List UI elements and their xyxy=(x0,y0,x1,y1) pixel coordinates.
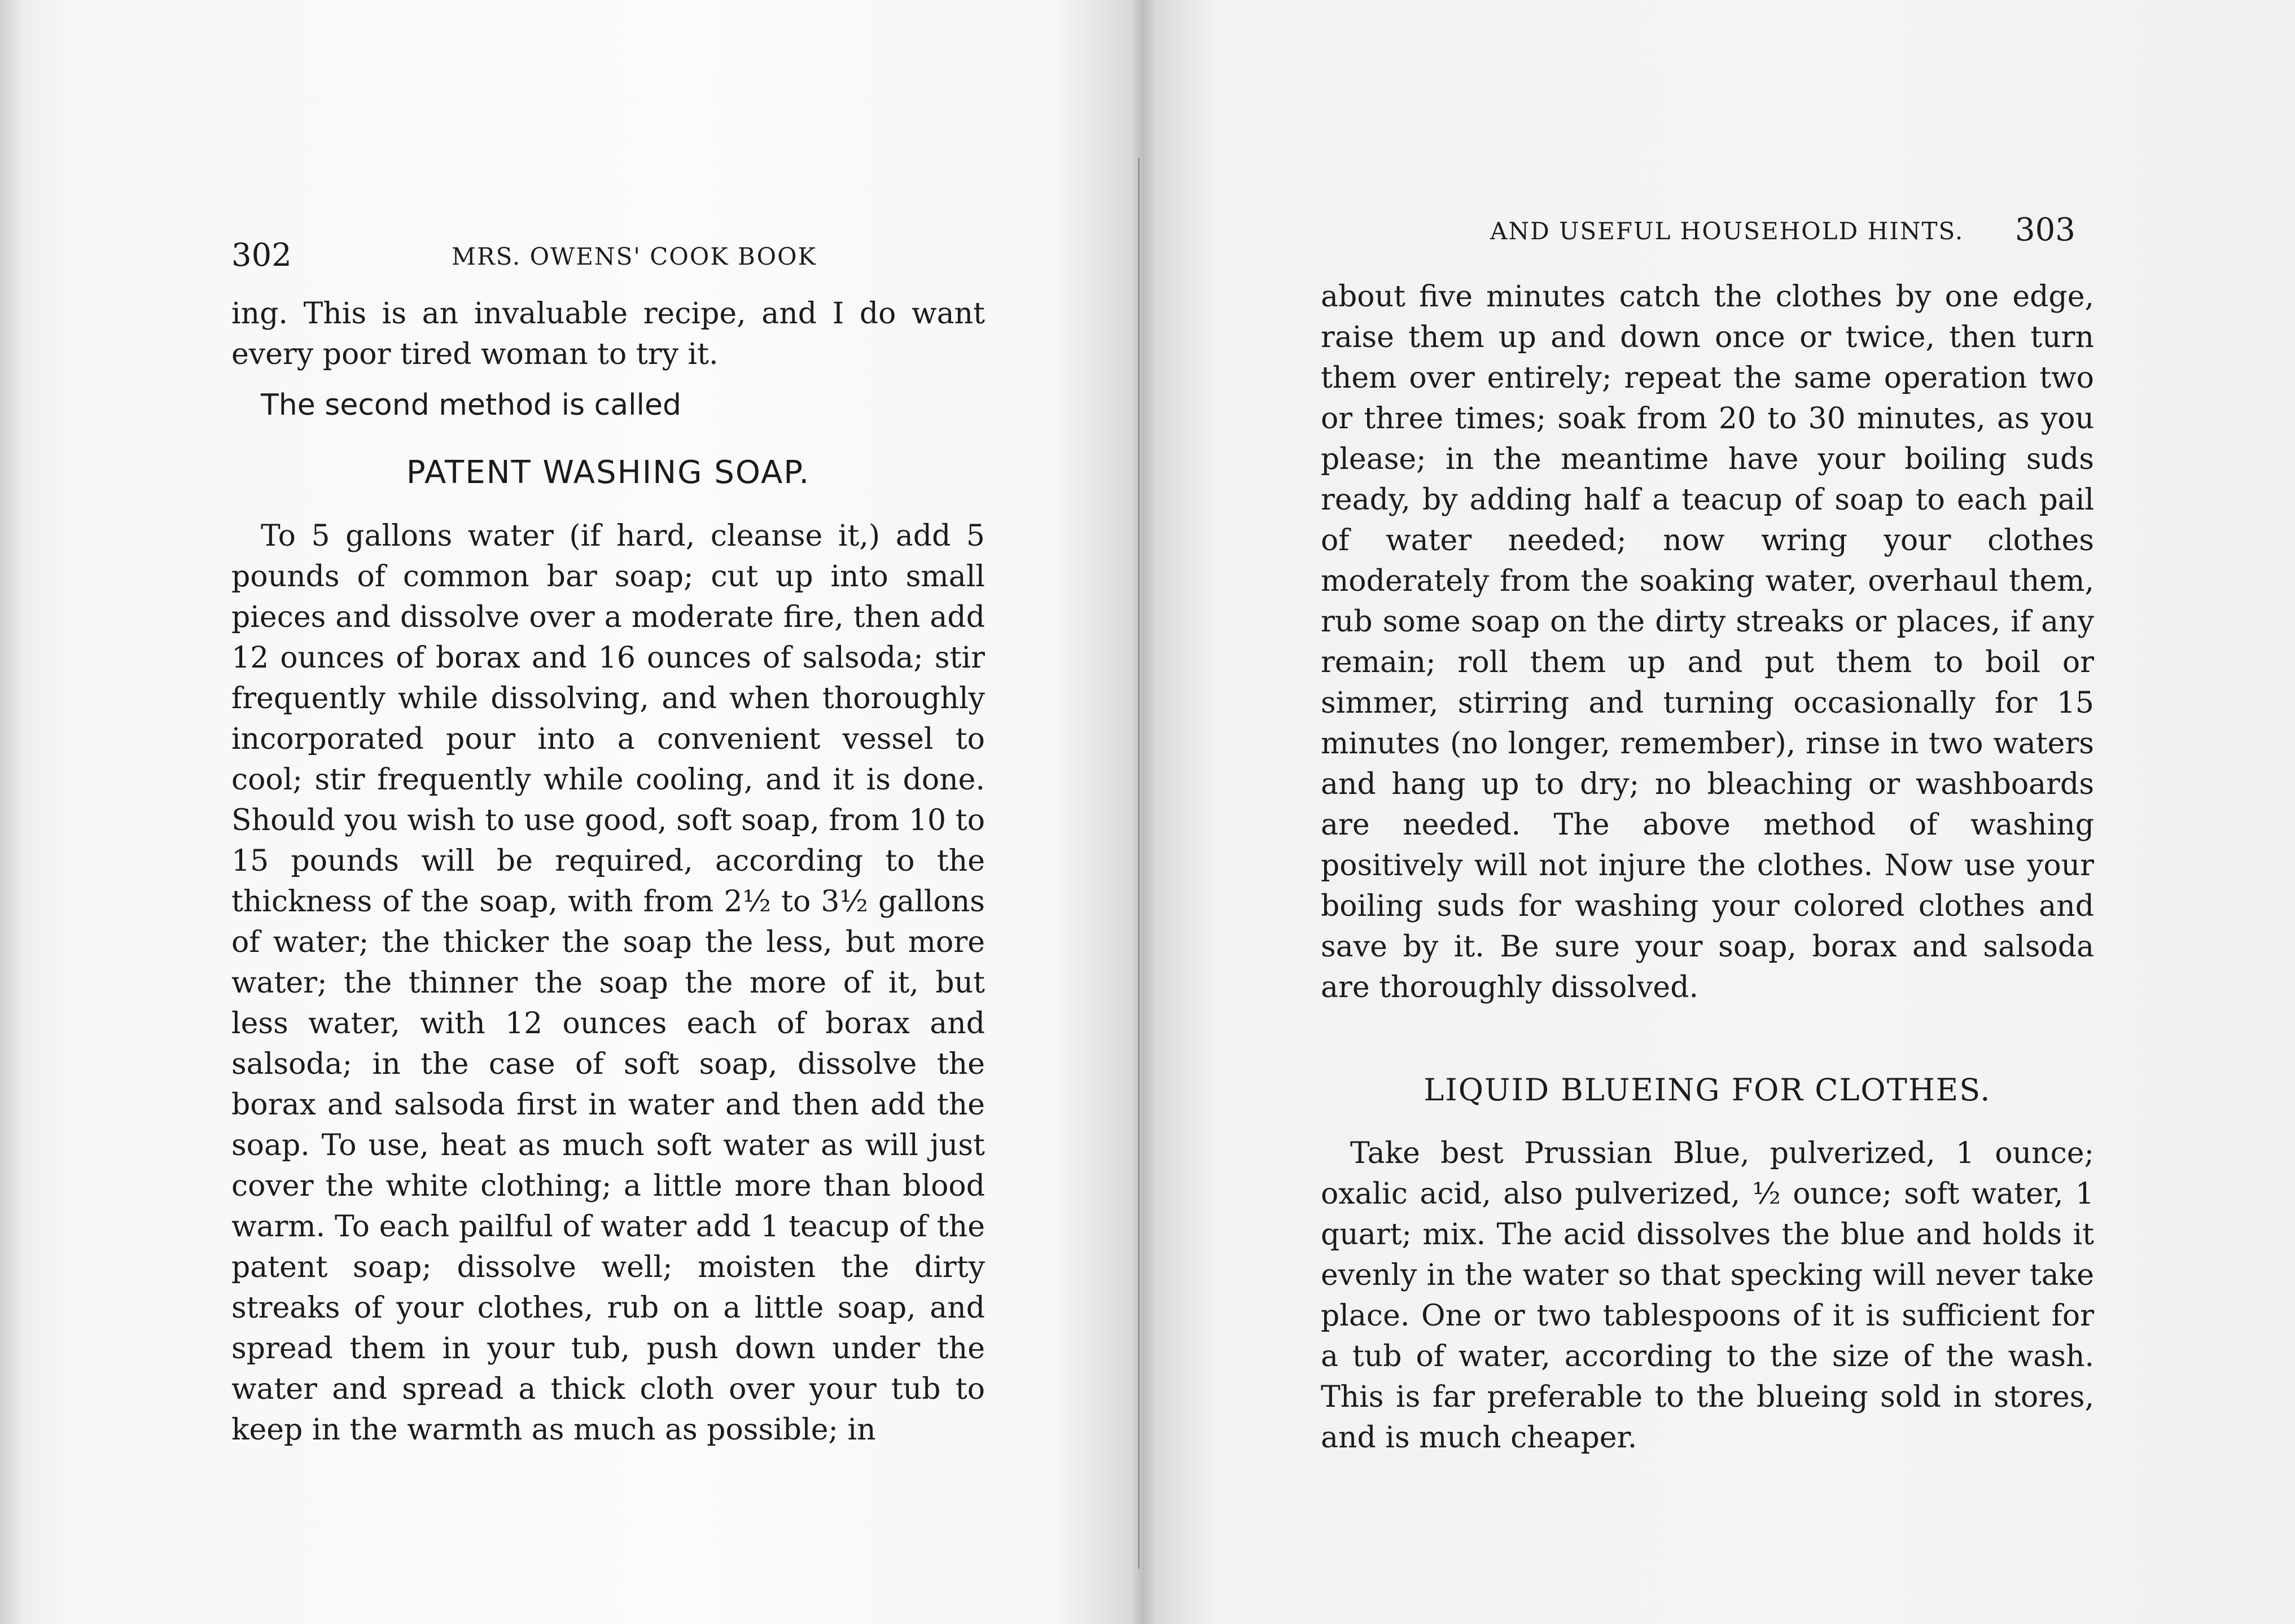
heading-patent-washing-soap: PATENT WASHING SOAP. xyxy=(406,454,811,491)
washing-continuation: about five minutes catch the clothes by one edge, raise them up and down once or twice, then turn them over entirely; repeat the same operation two or three times; soak from 20 to 30 minutes, as you please; in the meantime have your boiling suds ready, by adding half a teacup of soap to each pail of water needed; now wring your clothes moderately from the soaking water, overhaul them, rub some soap on the dirty streaks or places, if any remain; roll them up and put them to boil or simmer, stirring and turning occasionally for 15 minutes (no longer, remember), rinse in two waters and hang up to dry; no bleaching or washboards are needed. The above method of washing positively will not injure the clothes. Now use your boiling suds for washing your colored clothes and save by it. Be sure your soap, borax and salsoda are thoroughly dissolved. xyxy=(1321,280,2094,1004)
left-text-block xyxy=(231,293,985,1450)
blueing-recipe: Take best Prussian Blue, pulverized, 1 ounce; oxalic acid, also pulverized, ½ ounce; soft water, 1 quart; mix. The acid dissolves the blue and holds it evenly in the water so that specking will never take place. One or two tablespoons of it is sufficient for a tub of water, according to the size of the wash. This is far preferable to the blueing sold in stores, and is much cheaper. xyxy=(1321,1136,2094,1455)
binding-gutter xyxy=(1138,158,1140,1569)
left-page-number: 302 xyxy=(231,237,292,274)
right-page xyxy=(1146,0,2295,1624)
intro-line: The second method is called xyxy=(261,388,681,422)
right-running-head: AND USEFUL HOUSEHOLD HINTS. xyxy=(1490,217,1964,245)
heading-liquid-blueing: LIQUID BLUEING FOR CLOTHES. xyxy=(1424,1072,1991,1108)
right-page-number: 303 xyxy=(2015,212,2075,248)
left-running-head: MRS. OWENS' COOK BOOK xyxy=(452,243,817,270)
continuation-text: ing. This is an invaluable recipe, and I do want every poor tired woman to try it. xyxy=(231,297,985,371)
left-page xyxy=(0,0,1129,1624)
right-text-block xyxy=(1321,276,2094,1458)
patent-soap-recipe: To 5 gallons water (if hard, cleanse it,) add 5 pounds of common bar soap; cut up into small pieces and dissolve over a moderate fire, then add 12 ounces of borax and 16 ounces of salsoda; stir frequently while dissolving, and when thoroughly incorporated pour into a convenient vessel to cool; stir frequently while cooling, and it is done. Should you wish to use good, soft soap, from 10 to 15 pounds will be required, according to the thickness of the soap, with from 2½ to 3½ gallons of water; the thicker the soap the less, but more water; the thinner the soap the more of it, but less water, with 12 ounces each of borax and salsoda; in the case of soft soap, dissolve the borax and salsoda first in water and then add the soap. To use, heat as much soft water as will just cover the white clothing; a little more than blood warm. To each pailful of water add 1 teacup of the patent soap; dissolve well; moisten the dirty streaks of your clothes, rub on a little soap, and spread them in your tub, push down under the water and spread a thick cloth over your tub to keep in the warmth as much as possible; in xyxy=(231,519,985,1447)
